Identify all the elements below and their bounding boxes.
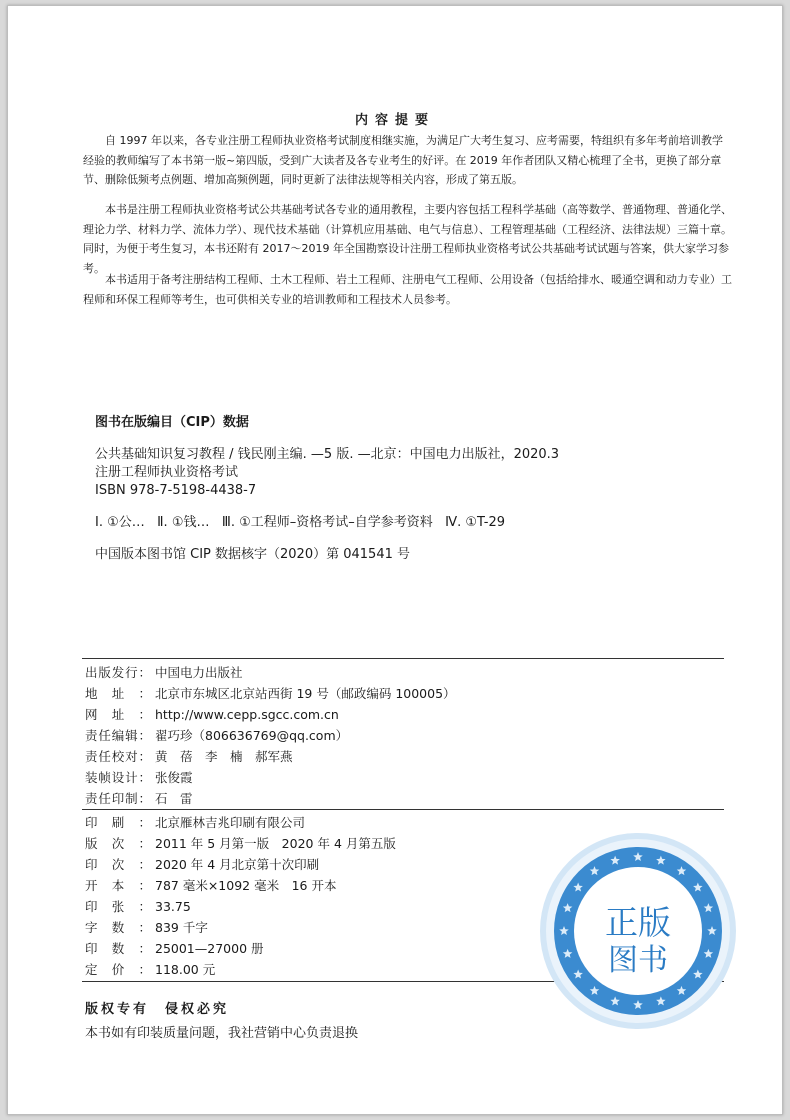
publish-value: 北京市东城区北京站西街 19 号（邮政编码 100005）	[155, 686, 456, 701]
print-value: 839 千字	[155, 920, 208, 935]
print-label: 开本 ：	[85, 877, 151, 895]
summary-paragraph-1: 自 1997 年以来，各专业注册工程师执业资格考试制度相继实施，为满足广大考生复习、应考需要，特组织有多年考前培训教学经验的教师编写了本书第一版~第四版，受到广大读者及各专业考生的好评。在 2019 年作者团队又精心梳理了全书，更换了部分章节、删除低频考点例题、增加高频例题，同时更新了法律法规等相关内容，形成了第五版。	[83, 134, 723, 186]
genuine-book-stamp	[538, 831, 738, 1031]
print-value: 2011 年 5 月第一版 2020 年 4 月第五版	[155, 836, 396, 851]
print-row	[85, 856, 319, 874]
print-value: 118.00 元	[155, 962, 216, 977]
print-row	[85, 898, 191, 916]
print-value: 787 毫米×1092 毫米 16 开本	[155, 878, 337, 893]
cip-record-number: 中国版本图书馆 CIP 数据核字（2020）第 041541 号	[95, 547, 410, 562]
stamp-text-genuine: 正版	[605, 903, 671, 942]
cip-line-series: 注册工程师执业资格考试	[95, 465, 239, 480]
print-label: 印张 ：	[85, 898, 151, 916]
print-label: 版次 ：	[85, 835, 151, 853]
divider-middle	[82, 809, 724, 810]
summary-title: 内容提要	[354, 113, 435, 128]
print-row	[85, 919, 208, 937]
cip-line-title: 公共基础知识复习教程 / 钱民刚主编. —5 版. —北京：中国电力出版社，2020.3	[95, 447, 560, 462]
print-row	[85, 940, 264, 958]
rights-note: 本书如有印装质量问题，我社营销中心负责退换	[85, 1026, 359, 1041]
print-value: 33.75	[155, 899, 191, 914]
publish-row	[85, 727, 348, 745]
publish-value: 翟巧珍（806636769@qq.com）	[155, 728, 349, 743]
publish-label: 责任印制 ：	[85, 790, 151, 808]
publish-row	[85, 664, 243, 682]
publish-label: 责任校对 ：	[85, 748, 151, 766]
print-value: 2020 年 4 月北京第十次印刷	[155, 857, 320, 872]
publish-label: 地址 ：	[85, 685, 151, 703]
cip-heading: 图书在版编目（CIP）数据	[95, 415, 249, 430]
cip-isbn: ISBN 978-7-5198-4438-7	[95, 483, 257, 498]
stamp-text-book: 图书	[608, 943, 668, 978]
print-row	[85, 877, 336, 895]
copyright-page	[7, 5, 783, 1115]
print-label: 印数 ：	[85, 940, 151, 958]
publish-row	[85, 748, 293, 766]
print-label: 印次 ：	[85, 856, 151, 874]
publish-value: http://www.cepp.sgcc.com.cn	[155, 707, 339, 722]
divider-top	[82, 658, 724, 659]
print-row	[85, 814, 305, 832]
publish-value: 石 雷	[155, 791, 193, 806]
rights-heading: 版权专有 侵权必究	[85, 1002, 230, 1017]
print-row	[85, 835, 396, 853]
cip-classification: Ⅰ. ①公… Ⅱ. ①钱… Ⅲ. ①工程师–资格考试–自学参考资料 Ⅳ. ①T-29	[95, 515, 506, 530]
publish-value: 黄 蓓 李 楠 郝军燕	[155, 749, 293, 764]
print-row	[85, 961, 215, 979]
publish-value: 中国电力出版社	[155, 665, 243, 680]
print-label: 印刷 ：	[85, 814, 151, 832]
publish-label: 网址 ：	[85, 706, 151, 724]
publish-label: 出版发行 ：	[85, 664, 151, 682]
print-value: 北京雁林吉兆印刷有限公司	[155, 815, 306, 830]
publish-row	[85, 685, 456, 703]
publish-row	[85, 706, 339, 724]
publish-label: 责任编辑 ：	[85, 727, 151, 745]
publish-value: 张俊霞	[155, 770, 193, 785]
summary-paragraph-2: 本书是注册工程师执业资格考试公共基础考试各专业的通用教程，主要内容包括工程科学基础（高等数学、普通物理、普通化学、理论力学、材料力学、流体力学）、现代技术基础（计算机应用基础、电气与信息）、工程管理基础（工程经济、法律法规）三篇十章。同时，为便于考生复习，本书还附有 2017～2019 年全国勘察设计注册工程师执业资格考试公共基础考试试题与答案，供大家学习参考。	[83, 203, 732, 275]
publish-row	[85, 769, 193, 787]
print-label: 定价 ：	[85, 961, 151, 979]
summary-paragraph-3: 本书适用于备考注册结构工程师、土木工程师、岩土工程师、注册电气工程师、公用设备（包括给排水、暖通空调和动力专业）工程师和环保工程师等考生，也可供相关专业的培训教师和工程技术人员参考。	[83, 273, 732, 306]
publish-label: 装帧设计 ：	[85, 769, 151, 787]
publish-row	[85, 790, 193, 808]
print-label: 字数 ：	[85, 919, 151, 937]
print-value: 25001—27000 册	[155, 941, 264, 956]
